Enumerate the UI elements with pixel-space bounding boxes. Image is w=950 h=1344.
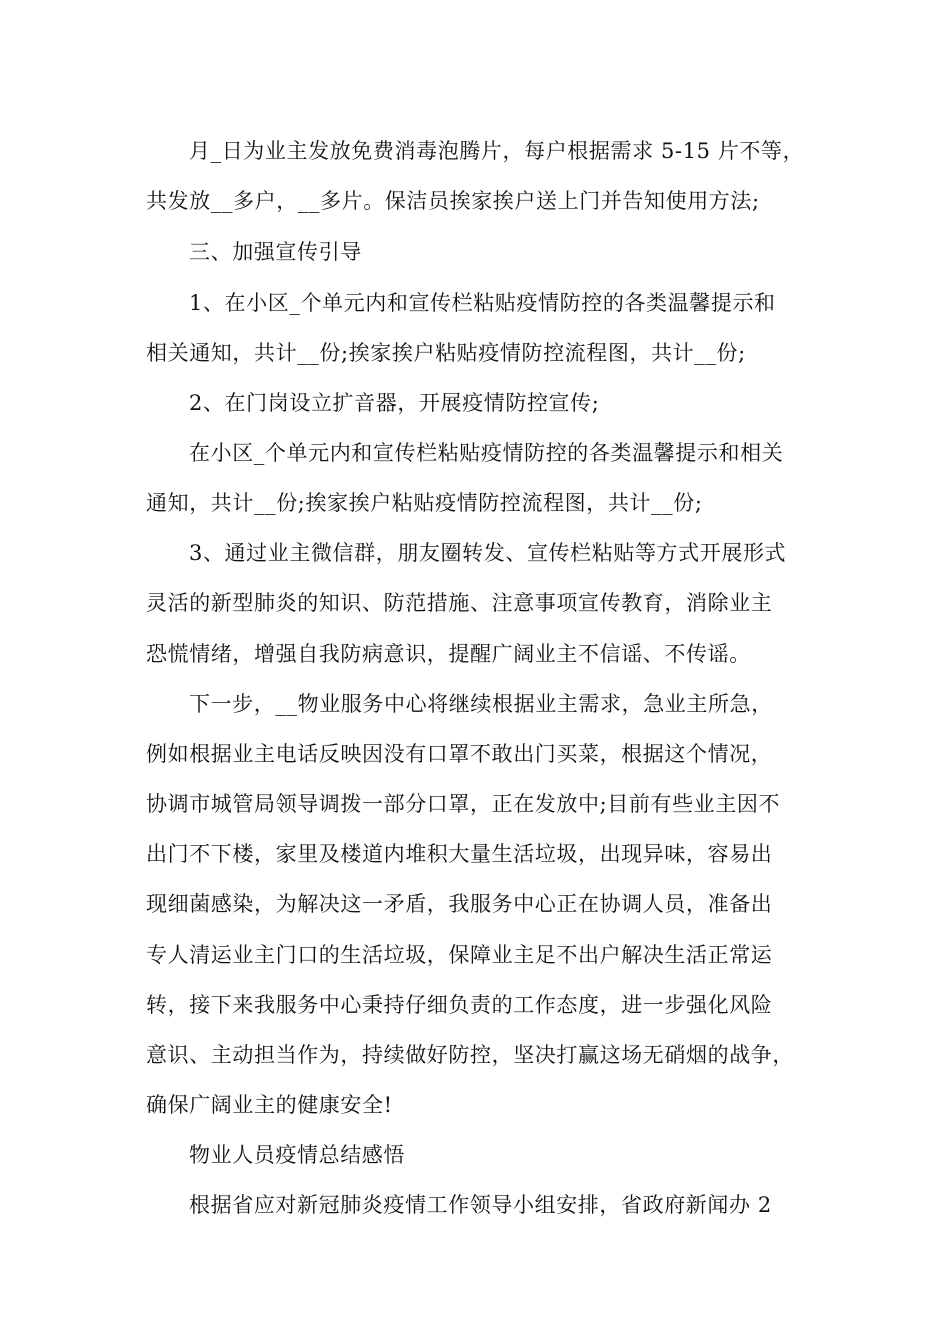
text-line: 3、通过业主微信群，朋友圈转发、宣传栏粘贴等方式开展形式 bbox=[189, 541, 787, 565]
section-heading: 物业人员疫情总结感悟 bbox=[189, 1143, 405, 1167]
text-line: 现细菌感染，为解决这一矛盾，我服务中心正在协调人员，准备出 bbox=[146, 892, 773, 916]
text-line: 根据省应对新冠肺炎疫情工作领导小组安排，省政府新闻办 2 bbox=[189, 1193, 772, 1217]
text-line: 协调市城管局领导调拨一部分口罩，正在发放中;目前有些业主因不 bbox=[146, 792, 781, 816]
text-line: 1、在小区_个单元内和宣传栏粘贴疫情防控的各类温馨提示和 bbox=[189, 291, 776, 315]
text-line: 恐慌情绪，增强自我防病意识，提醒广阔业主不信谣、不传谣。 bbox=[146, 642, 751, 666]
text-line: 转，接下来我服务中心秉持仔细负责的工作态度，进一步强化风险 bbox=[146, 993, 773, 1017]
text-line: 在小区_个单元内和宣传栏粘贴疫情防控的各类温馨提示和相关 bbox=[189, 441, 784, 465]
text-line: 共发放__多户，__多片。保洁员挨家挨户送上门并告知使用方法; bbox=[146, 189, 760, 213]
text-line: 相关通知，共计__份;挨家挨户粘贴疫情防控流程图，共计__份; bbox=[146, 341, 746, 365]
text-line: 灵活的新型肺炎的知识、防范措施、注意事项宣传教育，消除业主 bbox=[146, 591, 773, 615]
text-line: 2、在门岗设立扩音器，开展疫情防控宣传; bbox=[189, 391, 600, 415]
text-line: 月_日为业主发放免费消毒泡腾片，每户根据需求 5-15 片不等， bbox=[189, 139, 805, 163]
section-heading: 三、加强宣传引导 bbox=[189, 240, 362, 264]
text-line: 专人清运业主门口的生活垃圾，保障业主足不出户解决生活正常运 bbox=[146, 943, 773, 967]
text-line: 出门不下楼，家里及楼道内堆积大量生活垃圾，出现异味，容易出 bbox=[146, 842, 773, 866]
text-line: 确保广阔业主的健康安全! bbox=[146, 1093, 393, 1117]
text-line: 下一步，__物业服务中心将继续根据业主需求，急业主所急， bbox=[189, 692, 773, 716]
text-line: 意识、主动担当作为，持续做好防控，坚决打赢这场无硝烟的战争， bbox=[146, 1043, 794, 1067]
text-line: 例如根据业主电话反映因没有口罩不敢出门买菜，根据这个情况， bbox=[146, 742, 773, 766]
text-line: 通知，共计__份;挨家挨户粘贴疫情防控流程图，共计__份; bbox=[146, 491, 703, 515]
